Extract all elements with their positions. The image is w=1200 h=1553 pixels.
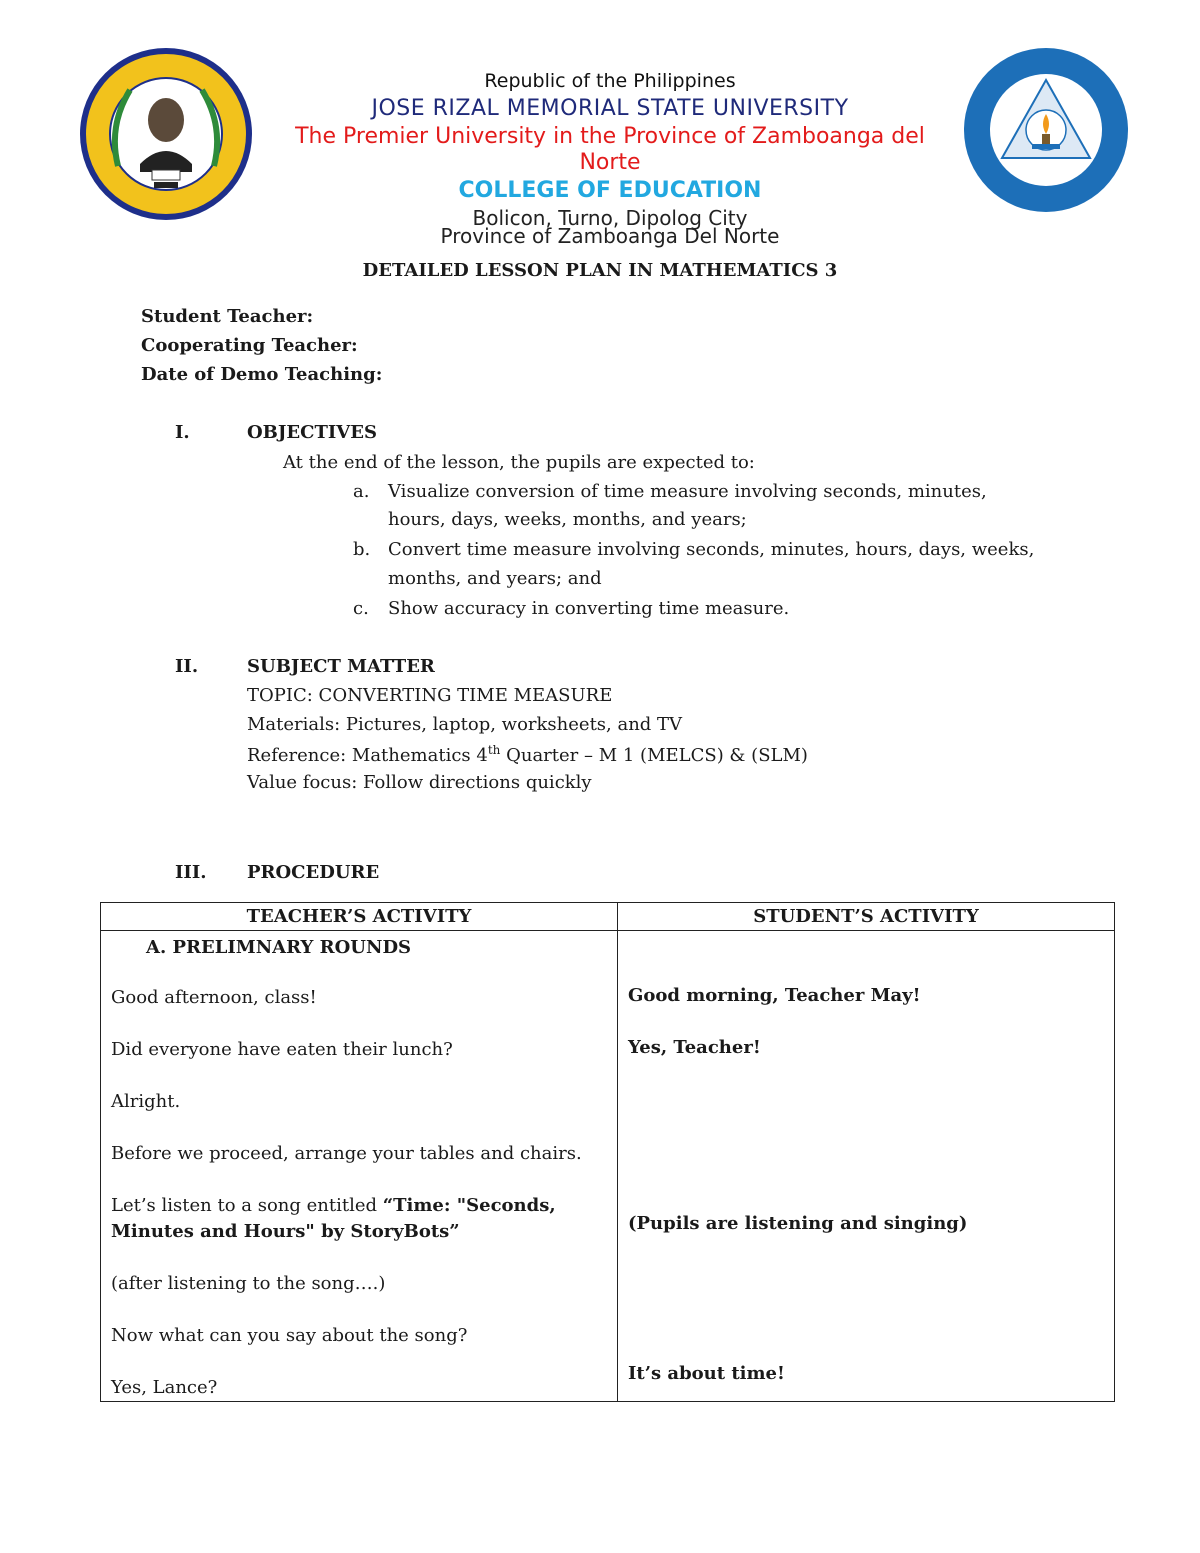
cooperating-teacher-label: Cooperating Teacher: [141,335,358,356]
student-activity-header: STUDENT’S ACTIVITY [618,903,1115,931]
university-tagline: The Premier University in the Province of Zamboanga del Norte [295,124,925,175]
teacher-line: Let’s listen to a song entitled “Time: "Seconds, [111,1195,556,1216]
objectives-intro: At the end of the lesson, the pupils are expected to: [283,452,755,473]
materials-line: Materials: Pictures, laptop, worksheets, and TV [247,714,683,735]
objective-marker: c. [353,598,369,619]
procedure-table [100,902,1115,1402]
address-line: Bolicon, Turno, Dipolog City [472,206,748,230]
student-line: (Pupils are listening and singing) [628,1213,968,1234]
teacher-line: Yes, Lance? [111,1377,218,1398]
reference-line: Reference: Mathematics 4th Quarter – M 1 (MELCS) & (SLM) [247,743,808,766]
objective-b-line2: months, and years; and [388,568,602,589]
objective-a-line2: hours, days, weeks, months, and years; [388,509,747,530]
student-teacher-label: Student Teacher: [141,306,314,327]
teacher-line: Before we proceed, arrange your tables and chairs. [111,1143,582,1164]
objective-marker: a. [353,481,370,502]
republic-line: Republic of the Philippines [484,70,736,92]
objective-a-line1: Visualize conversion of time measure involving seconds, minutes, [388,481,987,502]
objective-marker: b. [353,539,371,560]
procedure-number: III. [175,862,207,883]
objective-c-line1: Show accuracy in converting time measure. [388,598,790,619]
province-line-cut: Province of Zamboanga Del Norte [440,224,780,248]
topic-line: TOPIC: CONVERTING TIME MEASURE [247,685,613,706]
teacher-activity-cell [101,931,618,1402]
teacher-line: (after listening to the song….) [111,1273,386,1294]
student-line: Good morning, Teacher May! [628,985,921,1006]
date-of-demo-label: Date of Demo Teaching: [141,364,383,385]
student-line: It’s about time! [628,1363,785,1384]
teacher-line: Now what can you say about the song? [111,1325,468,1346]
value-focus-line: Value focus: Follow directions quickly [247,772,592,793]
teacher-line: Minutes and Hours" by StoryBots” [111,1221,460,1242]
objective-b-line1: Convert time measure involving seconds, minutes, hours, days, weeks, [388,539,1035,560]
student-line: Yes, Teacher! [628,1037,761,1058]
procedure-heading: PROCEDURE [247,862,380,883]
subject-matter-heading: SUBJECT MATTER [247,656,435,677]
subject-matter-number: II. [175,656,199,677]
document-title: DETAILED LESSON PLAN IN MATHEMATICS 3 [362,260,838,281]
university-name: JOSE RIZAL MEMORIAL STATE UNIVERSITY [371,96,849,121]
teacher-line: Alright. [111,1091,181,1112]
teacher-line: Did everyone have eaten their lunch? [111,1039,453,1060]
college-name: COLLEGE OF EDUCATION [458,178,762,203]
objectives-heading: OBJECTIVES [247,422,377,443]
teacher-activity-header: TEACHER’S ACTIVITY [101,903,618,931]
objectives-number: I. [175,422,190,443]
student-activity-cell [618,931,1115,1402]
teacher-line: Good afternoon, class! [111,987,317,1008]
section-a-heading: A. PRELIMNARY ROUNDS [146,937,412,958]
